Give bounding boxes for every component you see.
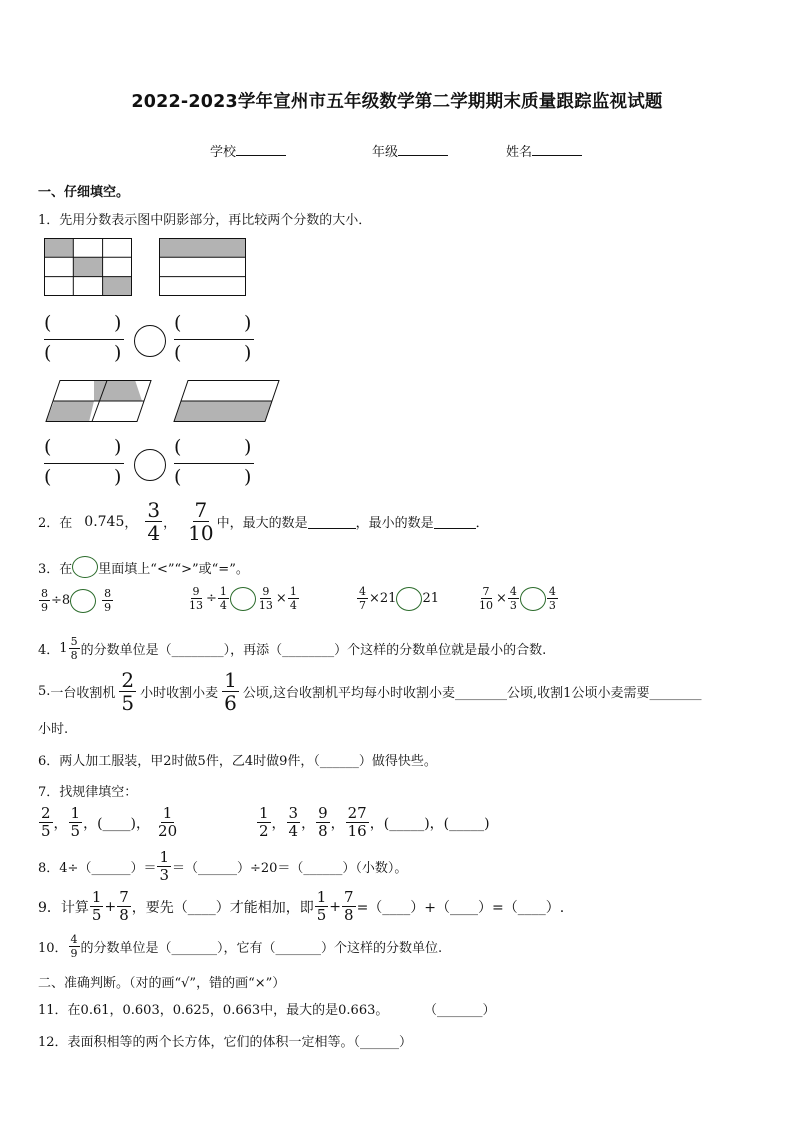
q5-number: 5. xyxy=(38,684,51,699)
paren-close: ) xyxy=(114,342,122,364)
q9-post: =（____）+（____）=（____）. xyxy=(356,899,565,916)
q3-answer-circle-1[interactable] xyxy=(70,589,96,613)
fraction: $\frac{1}{4}$ xyxy=(219,585,227,612)
q2-pre: 在 xyxy=(59,516,73,531)
fraction: $\frac{8}{9}$ xyxy=(104,587,112,614)
q2-mid-text-2: ，最小的数是 xyxy=(355,516,434,531)
q12-text: 表面积相等的两个长方体，它们的体积一定相等。（______） xyxy=(67,1035,413,1050)
fraction: $\frac{1}{2}$ xyxy=(259,804,269,840)
fraction: $\frac{2}{5}$ xyxy=(41,804,51,840)
grade-blank[interactable] xyxy=(398,142,448,156)
question-6 xyxy=(38,750,437,769)
q7-text: 找规律填空： xyxy=(59,785,138,800)
q1-number: 1． xyxy=(38,213,60,228)
fraction: $\frac{7}{10}$ xyxy=(479,585,493,612)
paren-open: ( xyxy=(174,342,182,364)
q2-end: ． xyxy=(475,516,489,531)
operator: ÷8 xyxy=(51,593,71,608)
question-5 xyxy=(38,670,701,713)
q2-min-blank[interactable] xyxy=(434,515,476,529)
paren-close: ) xyxy=(244,312,252,334)
q12-number: 12． xyxy=(38,1035,68,1050)
paren-open: ( xyxy=(174,436,182,458)
question-12 xyxy=(38,1031,412,1050)
fraction: $\frac{9}{13}$ xyxy=(189,585,203,612)
question-9 xyxy=(38,890,564,923)
question-1 xyxy=(38,209,371,228)
paren-open: ( xyxy=(44,312,52,334)
q8-post: ＝（______）÷20＝（______）（小数）。 xyxy=(172,861,408,876)
q3-rhs: 21 xyxy=(422,591,439,606)
q6-number: 6． xyxy=(38,754,60,769)
q7-number: 7． xyxy=(38,785,60,800)
paren-close: ) xyxy=(114,312,122,334)
paren-close: ) xyxy=(114,436,122,458)
q2-fraction-3-4: $\frac{3}{4}$ xyxy=(147,498,161,545)
school-field[interactable] xyxy=(210,141,286,160)
q7-blank-a[interactable]: ，(____)， xyxy=(83,815,151,832)
grade-field[interactable] xyxy=(372,141,448,160)
paren-close: ) xyxy=(114,466,122,488)
q2-mid-text: 中，最大的数是 xyxy=(216,516,308,531)
q7-sequence-b: $\frac{1}{2}$ ， $\frac{3}{4}$ ， $\frac{9}{8}$ ， $\frac{27}{16}$ ，(_____)，(_____) xyxy=(259,804,490,840)
fraction: $\frac{4}{7}$ xyxy=(359,585,366,612)
fraction: $\frac{2}{5}$ xyxy=(121,668,135,715)
q2-sep: ， xyxy=(124,516,138,531)
paren-open: ( xyxy=(44,466,52,488)
grid-3x3-figure xyxy=(44,238,132,296)
q11-text: 在0.61，0.603，0.625，0.663中，最大的是0.663。 xyxy=(67,1003,389,1018)
q3-post: 里面填上“<”“>”或“=”。 xyxy=(98,561,249,577)
q4-number: 4． xyxy=(38,643,60,658)
fraction: $\frac{7}{8}$ xyxy=(119,888,129,924)
q3-number: 3． xyxy=(38,561,60,577)
question-2 xyxy=(38,500,489,543)
q2-fraction-7-10: $\frac{7}{10}$ xyxy=(188,498,214,545)
paren-open: ( xyxy=(44,436,52,458)
q7-sequence-a: $\frac{2}{5}$ ， $\frac{1}{5}$ ，(____)， $\frac{1}{20}$ xyxy=(41,804,178,840)
q3-answer-circle-4[interactable] xyxy=(520,587,546,611)
paren-close: ) xyxy=(244,342,252,364)
q9-mid: ，要先（____）才能相加，即 xyxy=(131,899,314,916)
fraction: $\frac{4}{3}$ xyxy=(548,585,556,612)
q9-pre: 计算 xyxy=(60,899,89,916)
q3-item-2 xyxy=(186,586,300,611)
paren-open: ( xyxy=(174,466,182,488)
operator: × xyxy=(275,591,287,606)
q3-item-1 xyxy=(38,588,114,613)
q4-whole: 1 xyxy=(59,641,68,656)
q3-pre: 在 xyxy=(59,561,73,577)
plus-sign: + xyxy=(329,898,342,915)
fraction: $\frac{7}{8}$ xyxy=(344,888,354,924)
operator: × xyxy=(496,591,507,606)
q3-item-3 xyxy=(356,586,439,611)
school-label: 学校 xyxy=(210,145,237,160)
section1-heading: 一、仔细填空。 xyxy=(38,185,130,200)
q4-text: 的分数单位是（________），再添（________）个这样的分数单位就是最小的合数. xyxy=(80,643,547,658)
fraction: $\frac{27}{16}$ xyxy=(347,804,367,840)
q10-text: 的分数单位是（_______），它有（_______）个这样的分数单位. xyxy=(80,941,443,956)
fraction: $\frac{1}{20}$ xyxy=(158,804,178,840)
paren-close: ) xyxy=(244,466,252,488)
q11-answer-paren[interactable]: （_______） xyxy=(424,1003,496,1018)
parallelogram-halves-figure xyxy=(172,380,282,422)
name-field[interactable] xyxy=(506,141,582,160)
q9-number: 9． xyxy=(38,899,61,916)
q2-sep: ， xyxy=(163,516,177,531)
q7-blank-b[interactable]: ，(_____)，(_____) xyxy=(369,815,490,832)
grade-label: 年级 xyxy=(372,145,399,160)
q5-mid: 小时收割小麦 xyxy=(140,686,219,701)
paren-close: ) xyxy=(244,436,252,458)
q3-answer-circle-3[interactable] xyxy=(396,587,422,611)
fraction: $\frac{4}{3}$ xyxy=(509,585,517,612)
q3-item-4 xyxy=(476,586,559,611)
q5-mid-2: 公顷,这台收割机平均每小时收割小麦________公顷,收割1公顷小麦需要________ xyxy=(242,686,702,701)
fraction-bar xyxy=(44,339,124,340)
q6-text: 两人加工服装，甲2时做5件，乙4时做9件，（______）做得快些。 xyxy=(59,754,437,769)
operator: ×21 xyxy=(369,591,397,606)
fraction: $\frac{1}{4}$ xyxy=(289,585,297,612)
q2-number: 2． xyxy=(38,516,60,531)
question-11 xyxy=(38,999,388,1018)
q3-sample-circle xyxy=(72,556,98,578)
q8-number: 8． xyxy=(38,861,60,876)
fraction-bar xyxy=(174,463,254,464)
q2-max-blank[interactable] xyxy=(308,515,356,529)
compare-circle-1[interactable] xyxy=(134,325,166,357)
q5-tail: 小时. xyxy=(38,722,69,737)
fraction: $\frac{1}{5}$ xyxy=(316,888,327,924)
name-label: 姓名 xyxy=(506,145,533,160)
fraction-bar xyxy=(174,339,254,340)
fraction: $\frac{1}{6}$ xyxy=(224,668,237,715)
fraction: $\frac{5}{8}$ xyxy=(70,635,78,662)
parallelogram-quarters-figure xyxy=(44,380,154,422)
q2-decimal: 0.745 xyxy=(84,513,125,530)
fraction: $\frac{4}{9}$ xyxy=(70,933,78,960)
compare-circle-2[interactable] xyxy=(134,449,166,481)
q5-pre: 一台收割机 xyxy=(50,686,116,701)
fraction: $\frac{9}{13}$ xyxy=(258,585,273,612)
question-4 xyxy=(38,636,546,661)
q11-number: 11． xyxy=(38,1003,68,1018)
strips-3-figure xyxy=(159,238,246,296)
page-title: 2022-2023学年宣州市五年级数学第二学期期末质量跟踪监视试题 xyxy=(131,92,663,112)
q1-text: 先用分数表示图中阴影部分，再比较两个分数的大小． xyxy=(59,213,372,228)
fraction: $\frac{8}{9}$ xyxy=(41,587,48,614)
question-8 xyxy=(38,850,407,883)
q8-pre: 4÷（______）＝ xyxy=(59,861,157,876)
question-3 xyxy=(38,556,249,578)
q3-answer-circle-2[interactable] xyxy=(230,587,256,611)
fraction: $\frac{9}{8}$ xyxy=(318,804,328,840)
operator: ÷ xyxy=(206,591,217,606)
school-blank[interactable] xyxy=(236,142,286,156)
section2-heading: 二、准确判断。（对的画“√”，错的画“×”） xyxy=(38,976,286,991)
fraction: $\frac{1}{5}$ xyxy=(91,888,102,924)
question-10 xyxy=(38,934,442,959)
paren-open: ( xyxy=(174,312,182,334)
question-7 xyxy=(38,781,137,800)
q10-number: 10． xyxy=(38,941,68,956)
fraction: $\frac{1}{3}$ xyxy=(159,848,169,884)
name-blank[interactable] xyxy=(532,142,582,156)
plus-sign: + xyxy=(104,898,117,915)
fraction: $\frac{3}{4}$ xyxy=(288,804,299,840)
paren-open: ( xyxy=(44,342,52,364)
fraction: $\frac{1}{5}$ xyxy=(70,804,81,840)
fraction-bar xyxy=(44,463,124,464)
